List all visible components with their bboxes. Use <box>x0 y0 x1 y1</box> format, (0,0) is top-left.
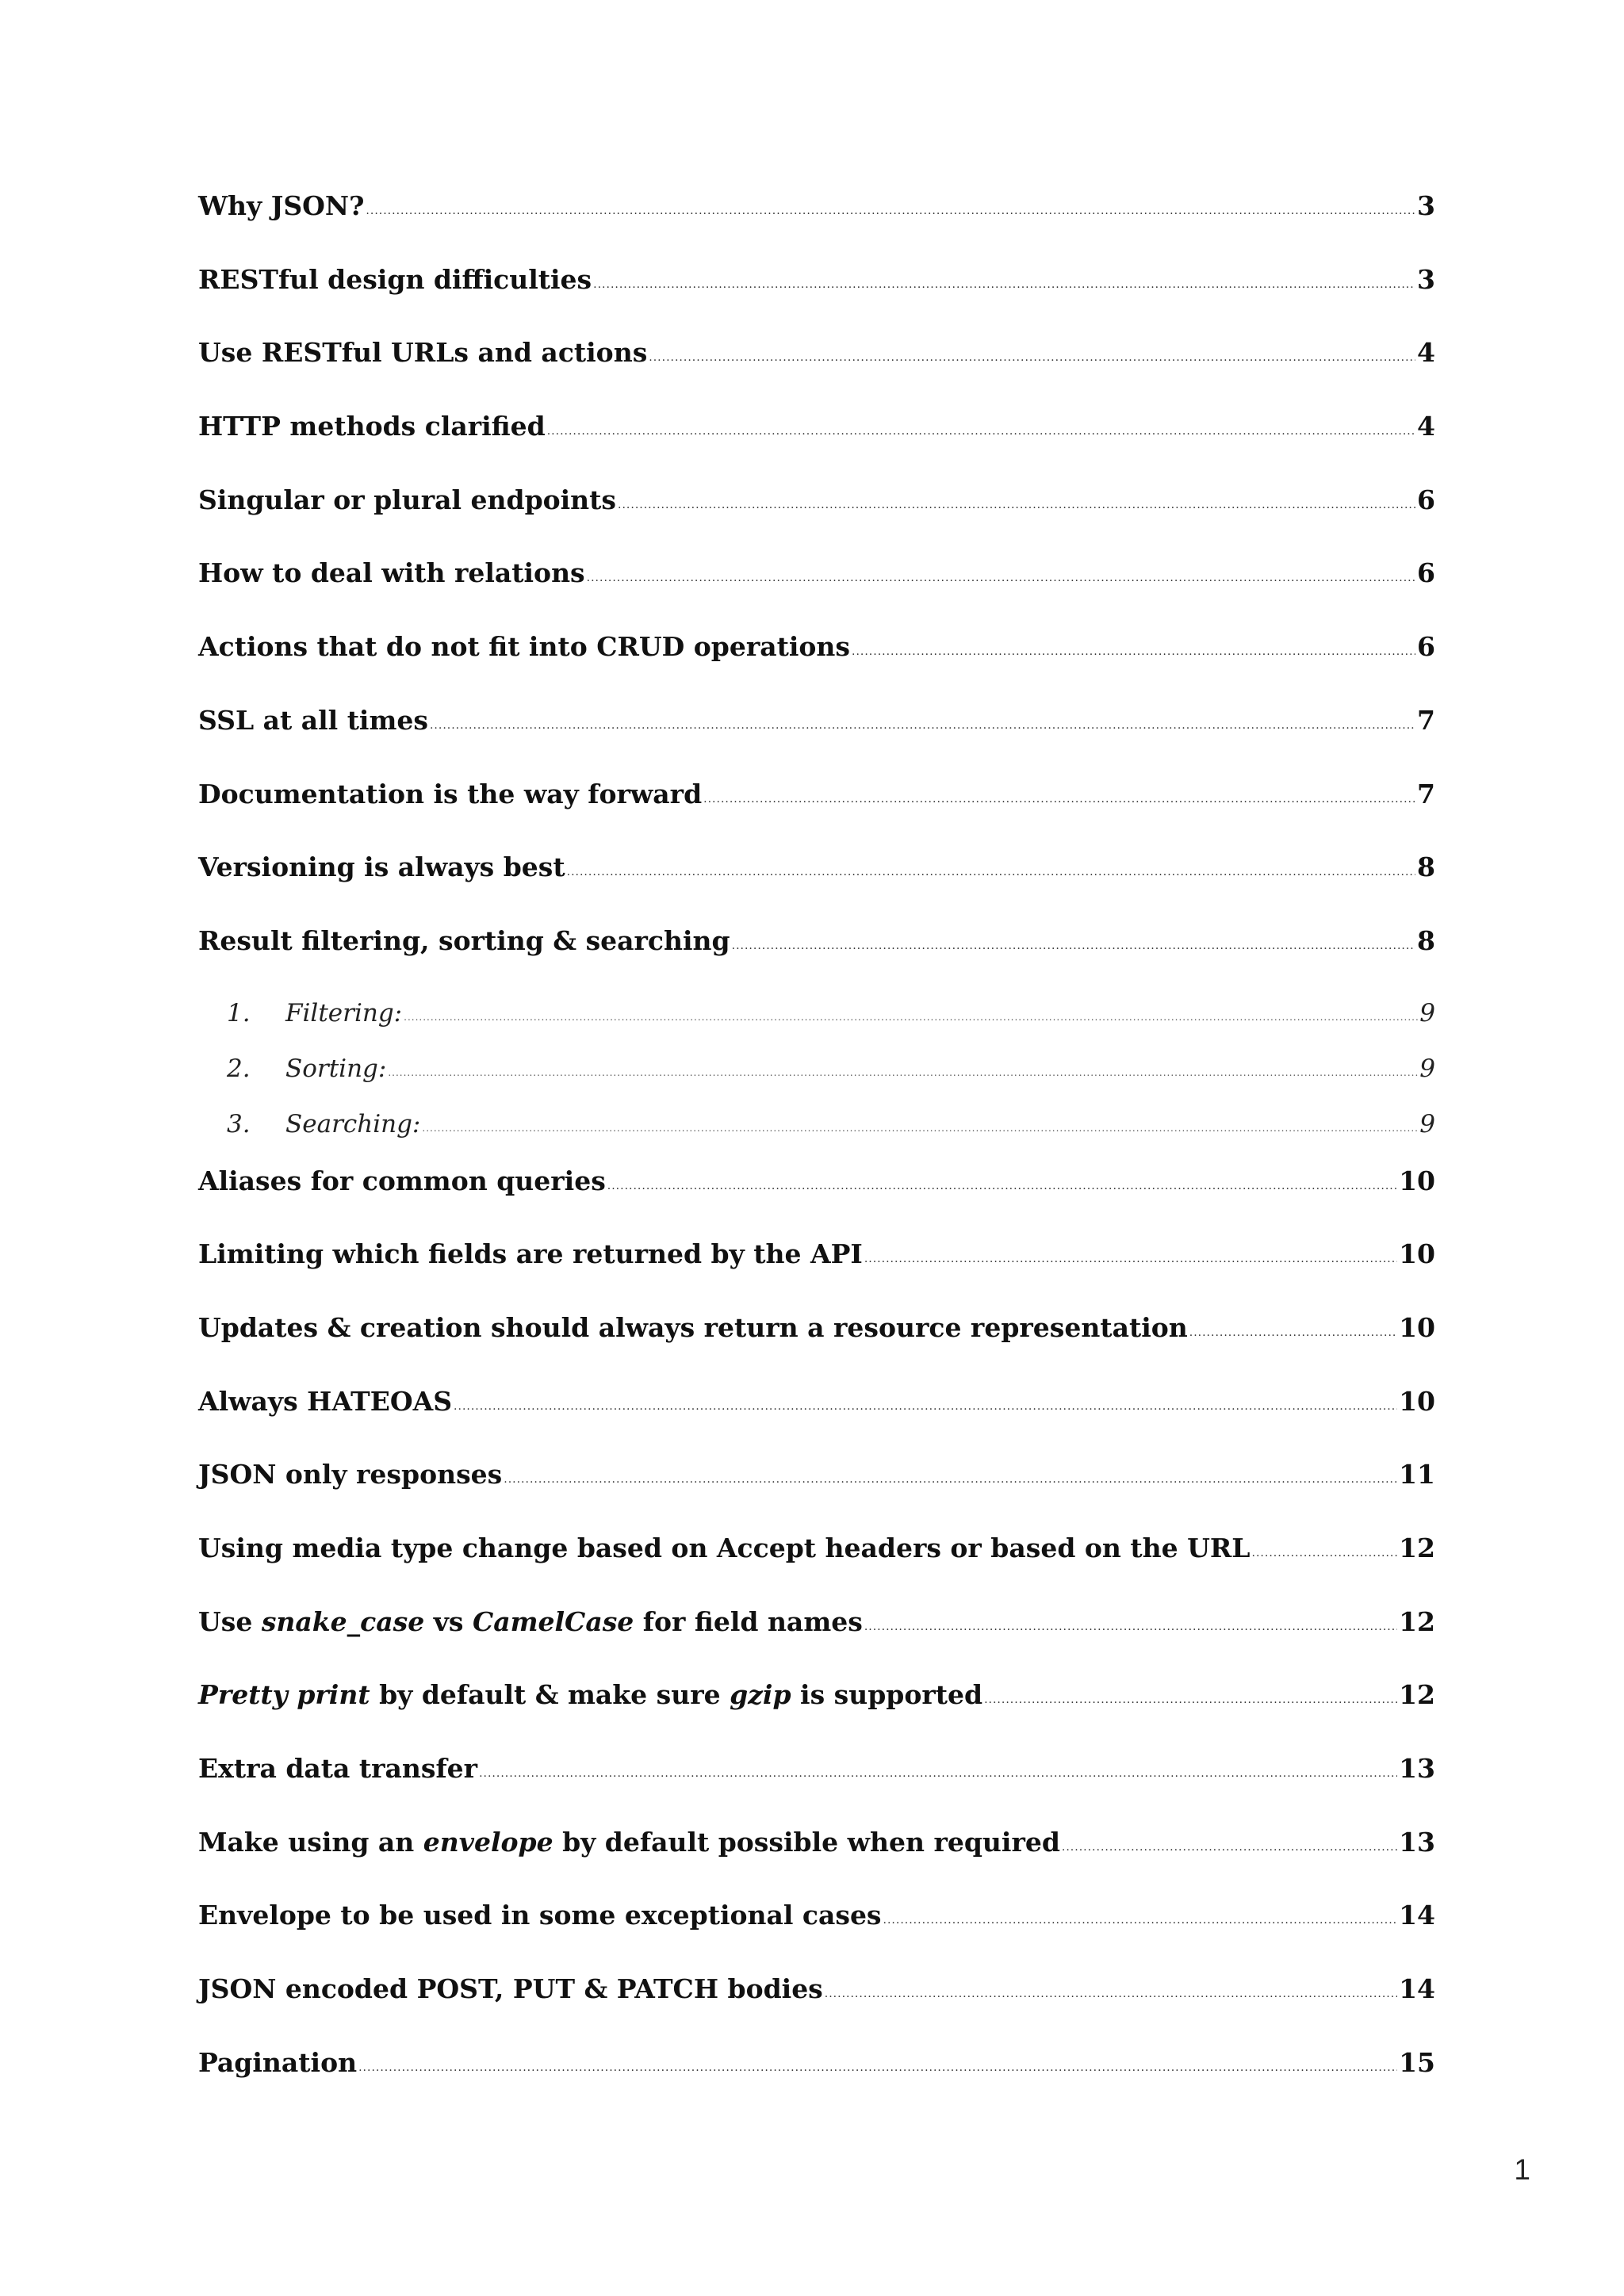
toc-entry-title <box>198 1533 1251 1563</box>
toc-page-number: 4 <box>1417 337 1435 369</box>
toc-dot-leader <box>454 1400 1397 1413</box>
toc-page-number: 3 <box>1417 263 1435 295</box>
toc-entry-title <box>198 779 702 809</box>
toc-entry-title <box>198 1165 606 1196</box>
toc-entry-title-part: Updates & creation should always return a resource representation <box>198 1311 1188 1343</box>
toc-page-number: 8 <box>1417 924 1435 956</box>
toc-entry-title-part: Sorting: <box>285 1054 387 1083</box>
toc-page-number: 11 <box>1399 1459 1435 1490</box>
toc-entry-title-part: Envelope to be used in some exceptional cases <box>198 1900 882 1931</box>
toc-page-number: 3 <box>1417 190 1435 221</box>
toc-entry[interactable] <box>198 1900 1435 1973</box>
toc-entry[interactable] <box>198 484 1435 558</box>
toc-entry-title-part: Singular or plural endpoints <box>198 484 617 515</box>
toc-entry-number: 1. <box>227 998 251 1027</box>
toc-entry[interactable] <box>198 1238 1435 1312</box>
toc-entry-title <box>285 1054 386 1083</box>
toc-entry-title <box>198 190 364 221</box>
toc-dot-leader <box>567 866 1415 878</box>
toc-entry-title-part: by default possible when required <box>553 1826 1060 1858</box>
toc-entry-title <box>285 999 402 1027</box>
toc-page-number: 12 <box>1399 1679 1435 1711</box>
toc-page-number: 13 <box>1399 1826 1435 1858</box>
toc-entry[interactable] <box>198 1533 1435 1606</box>
toc-entry[interactable] <box>198 1753 1435 1827</box>
toc-entry[interactable] <box>198 1312 1435 1386</box>
toc-entry[interactable] <box>198 411 1435 484</box>
toc-subentry[interactable] <box>198 1054 1435 1110</box>
toc-entry-title-part: Pagination <box>198 2046 358 2078</box>
toc-entry-title <box>198 1459 502 1490</box>
toc-entry-title-part: CamelCase <box>472 1605 634 1637</box>
toc-page-number: 9 <box>1419 1109 1435 1138</box>
toc-dot-leader <box>649 351 1415 364</box>
toc-entry-title-part: How to deal with relations <box>198 557 585 589</box>
toc-entry-title-part: Aliases for common queries <box>198 1165 606 1196</box>
toc-entry-title <box>198 1386 452 1417</box>
toc-page-number: 6 <box>1417 631 1435 663</box>
toc-entry-title <box>198 2047 357 2078</box>
toc-page-number: 9 <box>1419 998 1435 1027</box>
toc-page-number: 8 <box>1417 851 1435 883</box>
toc-page-number: 12 <box>1399 1605 1435 1637</box>
toc-entry[interactable] <box>198 264 1435 338</box>
toc-entry[interactable] <box>198 337 1435 411</box>
toc-entry[interactable] <box>198 705 1435 779</box>
toc-entry-title-part: snake_case <box>261 1605 425 1637</box>
toc-dot-leader <box>864 1253 1397 1265</box>
toc-entry-title <box>198 1973 823 2004</box>
toc-page-number: 12 <box>1399 1533 1435 1563</box>
toc-dot-leader <box>430 719 1415 732</box>
toc-entry[interactable] <box>198 1165 1435 1239</box>
toc-dot-leader <box>703 793 1415 806</box>
toc-entry[interactable] <box>198 925 1435 999</box>
toc-page-number: 4 <box>1417 411 1435 442</box>
toc-entry-number: 3. <box>227 1109 251 1138</box>
toc-entry-title-part: gzip <box>730 1679 791 1711</box>
toc-entry-title-part: Filtering: <box>285 998 403 1027</box>
toc-entry-title-part: Limiting which fields are returned by the API <box>198 1238 863 1270</box>
toc-entry-title <box>198 557 585 588</box>
toc-entry-title-part: Result filtering, sorting & searching <box>198 924 730 956</box>
toc-entry-title-part: Always HATEOAS <box>198 1385 453 1417</box>
toc-entry-title-part: Versioning is always best <box>198 851 565 883</box>
toc-entry[interactable] <box>198 190 1435 264</box>
toc-entry-title <box>198 1606 863 1637</box>
toc-page-number: 10 <box>1399 1385 1435 1417</box>
toc-entry-title <box>198 1900 882 1931</box>
toc-dot-leader <box>479 1767 1397 1780</box>
toc-entry-title-part: by default & make sure <box>370 1679 730 1711</box>
toc-entry[interactable] <box>198 2047 1435 2121</box>
toc-page-number: 10 <box>1399 1165 1435 1196</box>
page-number: 1 <box>1514 2153 1530 2186</box>
toc-dot-leader <box>547 425 1415 438</box>
toc-page-number: 7 <box>1417 778 1435 809</box>
toc-entry-title-part: for field names <box>634 1605 863 1637</box>
toc-entry-title <box>198 411 546 442</box>
toc-entry[interactable] <box>198 779 1435 852</box>
toc-entry-title <box>198 925 730 956</box>
toc-entry-title-part: HTTP methods clarified <box>198 411 546 442</box>
toc-page-number: 14 <box>1399 1900 1435 1931</box>
toc-entry[interactable] <box>198 1606 1435 1680</box>
toc-entry-title <box>198 1679 982 1710</box>
toc-entry-title-part: Extra data transfer <box>198 1753 478 1785</box>
toc-entry-title-part: JSON encoded POST, PUT & PATCH bodies <box>198 1973 823 2005</box>
toc-entry-title <box>198 1238 863 1269</box>
toc-dot-leader <box>587 572 1415 584</box>
toc-dot-leader <box>1252 1547 1398 1559</box>
toc-entry-title <box>198 851 565 882</box>
toc-entry-title <box>198 1753 477 1784</box>
table-of-contents <box>198 190 1435 2121</box>
toc-entry-title <box>198 337 647 368</box>
toc-entry-title <box>285 1110 420 1138</box>
toc-dot-leader <box>358 2061 1397 2074</box>
toc-entry-title-part: Use <box>198 1605 262 1637</box>
toc-entry-title <box>198 1312 1188 1343</box>
toc-page-number: 10 <box>1399 1238 1435 1270</box>
toc-dot-leader <box>404 1012 1418 1023</box>
toc-dot-leader <box>607 1180 1397 1192</box>
toc-subentry[interactable] <box>198 1110 1435 1165</box>
toc-entry[interactable] <box>198 1973 1435 2047</box>
toc-entry-title <box>198 631 850 662</box>
toc-entry-title-part: RESTful design difficulties <box>198 263 592 295</box>
toc-page-number: 10 <box>1399 1311 1435 1343</box>
toc-dot-leader <box>883 1914 1398 1927</box>
toc-dot-leader <box>504 1473 1397 1486</box>
toc-entry-title-part: envelope <box>423 1826 553 1858</box>
toc-entry-title-part: Documentation is the way forward <box>198 778 703 809</box>
toc-entry-title-part: SSL at all times <box>198 704 428 736</box>
toc-dot-leader <box>825 1988 1397 2000</box>
toc-dot-leader <box>593 278 1415 291</box>
toc-entry-title-part: Make using an <box>198 1826 423 1858</box>
toc-dot-leader <box>1189 1326 1397 1339</box>
toc-entry[interactable] <box>198 1827 1435 1900</box>
toc-entry-number: 2. <box>227 1054 251 1083</box>
toc-entry-title-part: JSON only responses <box>198 1459 503 1490</box>
toc-dot-leader <box>366 205 1415 217</box>
toc-dot-leader <box>852 645 1415 658</box>
toc-entry-title-part: Actions that do not fit into CRUD operations <box>198 631 850 663</box>
toc-entry[interactable] <box>198 1459 1435 1533</box>
toc-entry[interactable] <box>198 851 1435 925</box>
toc-entry[interactable] <box>198 1679 1435 1753</box>
toc-dot-leader <box>1062 1841 1397 1854</box>
toc-entry[interactable] <box>198 631 1435 705</box>
toc-entry-title <box>198 1827 1060 1858</box>
toc-dot-leader <box>864 1621 1397 1633</box>
toc-dot-leader <box>422 1123 1418 1134</box>
toc-entry-title-part: Pretty print <box>198 1679 370 1711</box>
toc-page-number: 13 <box>1399 1753 1435 1785</box>
toc-dot-leader <box>388 1067 1418 1078</box>
toc-page-number: 14 <box>1399 1973 1435 2005</box>
toc-dot-leader <box>618 499 1415 511</box>
toc-dot-leader <box>984 1693 1397 1706</box>
toc-entry-title <box>198 705 428 736</box>
toc-entry-title-part: Why JSON? <box>198 190 365 221</box>
toc-page-number: 6 <box>1417 557 1435 589</box>
toc-entry-title-part: vs <box>424 1605 473 1637</box>
toc-page-number: 15 <box>1399 2046 1435 2078</box>
toc-dot-leader <box>732 939 1415 952</box>
toc-entry-title-part: Searching: <box>285 1109 421 1138</box>
toc-entry-title-part: Using media type change based on Accept headers or based on the URL <box>198 1533 1251 1563</box>
toc-entry[interactable] <box>198 1386 1435 1460</box>
toc-entry[interactable] <box>198 557 1435 631</box>
toc-entry-title <box>198 264 592 295</box>
toc-entry-title-part: is supported <box>791 1679 983 1711</box>
toc-page-number: 9 <box>1419 1054 1435 1083</box>
toc-subentry[interactable] <box>198 999 1435 1054</box>
toc-entry-title-part: Use RESTful URLs and actions <box>198 337 648 369</box>
toc-page-number: 6 <box>1417 484 1435 515</box>
toc-page-number: 7 <box>1417 704 1435 736</box>
toc-entry-title <box>198 484 616 515</box>
